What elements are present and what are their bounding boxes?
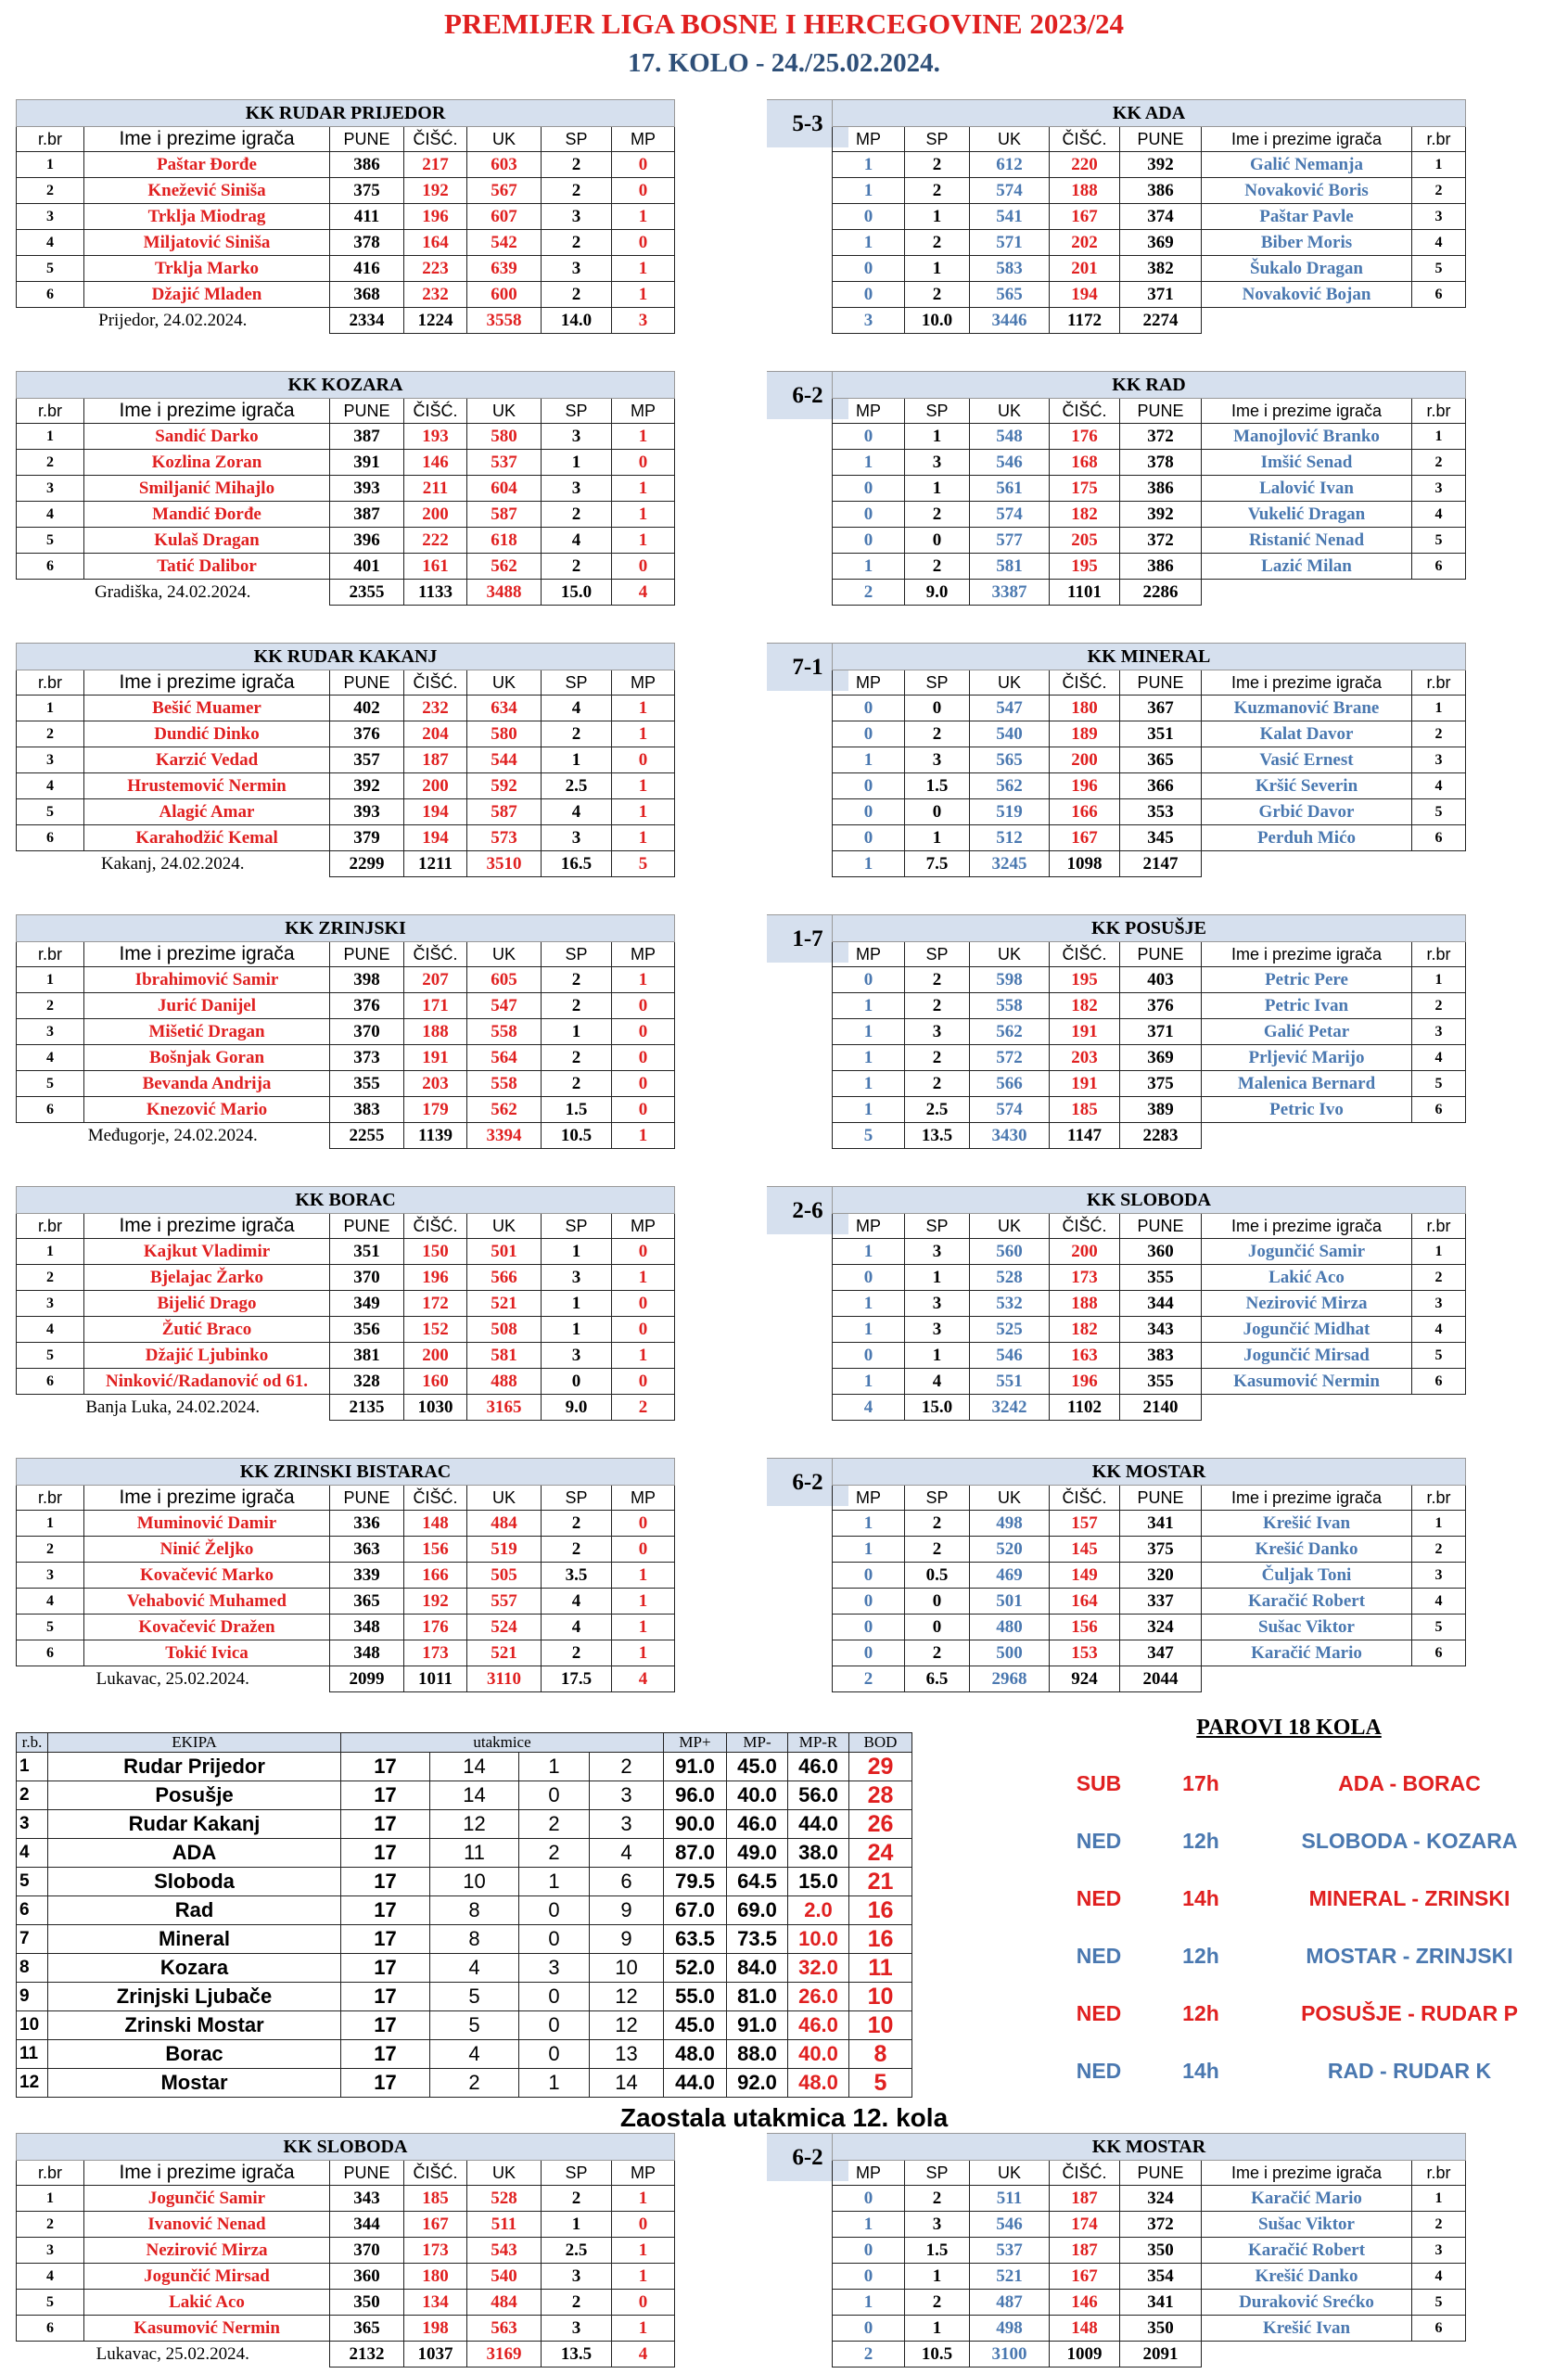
away-team-table: KK POSUŠJE MP SP UK ČIŠĆ. PUNE Ime i prezime igrača r.br 0 2 598 195 403 Petric Pere 1 1 2 558 182 376 Petric Ivan 2 1 3 562 191 371 Galić Petar 3 1 2 572 203 369 Prljević Marijo 4 1 2 566 191 375 Malenica Bernard 5 1 2.5 574 185 389 Petric Ivo 6 5 13.5 3430 1147 2283 — [832, 914, 1466, 1149]
table-row: 2 Posušje 17 14 0 3 96.0 40.0 56.0 28 — [17, 1781, 912, 1810]
pair-item: NED 12h POSUŠJE - RUDAR P — [1076, 2001, 1518, 2025]
table-row: 0 0 519 166 353 Grbić Davor 5 — [833, 799, 1466, 825]
table-row: 0 1 548 176 372 Manojlović Branko 1 — [833, 424, 1466, 450]
table-row: 2 Dundić Dinko 376 204 580 2 1 — [17, 721, 675, 747]
table-row: 5 Alagić Amar 393 194 587 4 1 — [17, 799, 675, 825]
table-row: 7 Mineral 17 8 0 9 63.5 73.5 10.0 16 — [17, 1925, 912, 1954]
table-row: 5 Bevanda Andrija 355 203 558 2 0 — [17, 1071, 675, 1097]
table-row: 5 Kovačević Dražen 348 176 524 4 1 — [17, 1615, 675, 1640]
table-row: 1 2 498 157 341 Krešić Ivan 1 — [833, 1511, 1466, 1537]
away-team-table: KK MOSTAR MP SP UK ČIŠĆ. PUNE Ime i prezime igrača r.br 0 2 511 187 324 Karačić Mario 1 1 3 546 174 372 Sušac Viktor 2 0 1.5 537 187 350 Karačić Robert 3 0 1 521 167 354 Krešić Danko 4 1 2 487 146 341 Duraković Srećko 5 0 1 498 148 350 Krešić Ivan 6 2 10.5 3100 1009 2091 — [832, 2133, 1466, 2368]
table-row: 10 Zrinski Mostar 17 5 0 12 45.0 91.0 46.0 10 — [17, 2011, 912, 2040]
pair-item: SUB 17h ADA - BORAC — [1076, 1771, 1481, 1795]
home-team-name: KK SLOBODA — [17, 2134, 675, 2161]
away-team-name: KK ADA — [833, 100, 1466, 127]
table-row: 0 2 540 189 351 Kalat Davor 2 — [833, 721, 1466, 747]
pair-item: NED 14h RAD - RUDAR K — [1076, 2059, 1492, 2083]
home-team-table: KK ZRINJSKI r.br Ime i prezime igrača PUNE ČIŠĆ. UK SP MP 1 Ibrahimović Samir 398 207 605 2 1 2 Jurić Danijel 376 171 547 2 0 3 Mišetić Dragan 370 188 558 1 0 4 Bošnjak Goran 373 191 564 2 0 5 Bevanda Andrija 355 203 558 2 0 6 Knezović Mario 383 179 562 1.5 0 Međugorje, 24.02.2024. 2255 1139 3394 10.5 1 — [16, 914, 675, 1149]
table-row: 6 Kasumović Nermin 365 198 563 3 1 — [17, 2316, 675, 2342]
away-team-name: KK MOSTAR — [833, 2134, 1466, 2161]
table-row: 0 1 561 175 386 Lalović Ivan 3 — [833, 476, 1466, 502]
match-score: 7-1 — [767, 643, 848, 691]
match-block — [16, 643, 1558, 882]
home-team-table: KK RUDAR KAKANJ r.br Ime i prezime igrača PUNE ČIŠĆ. UK SP MP 1 Bešić Muamer 402 232 634 4 1 2 Dundić Dinko 376 204 580 2 1 3 Karzić Vedad 357 187 544 1 0 4 Hrustemović Nermin 392 200 592 2.5 1 5 Alagić Amar 393 194 587 4 1 6 Karahodžić Kemal 379 194 573 3 1 Kakanj, 24.02.2024. 2299 1211 3510 16.5 5 — [16, 643, 675, 877]
table-row: 5 Džajić Ljubinko 381 200 581 3 1 — [17, 1343, 675, 1369]
home-team-name: KK ZRINSKI BISTARAC — [17, 1459, 675, 1486]
table-row: 0 1.5 562 196 366 Kršić Severin 4 — [833, 773, 1466, 799]
table-row: 4 Vehabović Muhamed 365 192 557 4 1 — [17, 1589, 675, 1615]
pair-item: NED 12h SLOBODA - KOZARA — [1076, 1829, 1518, 1853]
match-score: 6-2 — [767, 371, 848, 419]
table-row: 5 Trklja Marko 416 223 639 3 1 — [17, 256, 675, 282]
standings-table: r.b. EKIPA utakmice MP+ MP- MP-R BOD 1 Rudar Prijedor 17 14 1 2 91.0 45.0 46.0 29 2 Posušje 17 14 0 3 96.0 40.0 56.0 28 3 Rudar Kakanj 17 12 2 3 90.0 46.0 44.0 26 4 ADA 17 11 2 4 87.0 49.0 38.0 24 5 Sloboda 17 10 1 6 79.5 64.5 15.0 21 6 Rad 17 8 0 9 67.0 69.0 2.0 16 7 Mineral 17 8 0 9 63.5 73.5 10.0 16 8 Kozara 17 4 3 10 52.0 84.0 32.0 11 9 Zrinjski Ljubače 17 5 0 12 55.0 81.0 26.0 10 10 Zrinski Mostar 17 5 0 12 45.0 91.0 46.0 10 11 Borac 17 4 0 13 48.0 88.0 40.0 8 12 Mostar 17 2 1 14 44.0 92.0 48.0 5 — [16, 1732, 912, 2098]
table-row: 0 1 583 201 382 Šukalo Dragan 5 — [833, 256, 1466, 282]
table-row: 9 Zrinjski Ljubače 17 5 0 12 55.0 81.0 26.0 10 — [17, 1983, 912, 2011]
table-row: 4 Jogunčić Mirsad 360 180 540 3 1 — [17, 2264, 675, 2290]
match-block — [16, 1458, 1558, 1697]
match-score: 5-3 — [767, 99, 848, 147]
table-row: 2 Jurić Danijel 376 171 547 2 0 — [17, 993, 675, 1019]
home-team-table: KK RUDAR PRIJEDOR r.br Ime i prezime igrača PUNE ČIŠĆ. UK SP MP 1 Paštar Đorđe 386 217 603 2 0 2 Knežević Siniša 375 192 567 2 0 3 Trklja Miodrag 411 196 607 3 1 4 Miljatović Siniša 378 164 542 2 0 5 Trklja Marko 416 223 639 3 1 6 Džajić Mladen 368 232 600 2 1 Prijedor, 24.02.2024. 2334 1224 3558 14.0 3 — [16, 99, 675, 334]
table-row: 6 Karahodžić Kemal 379 194 573 3 1 — [17, 825, 675, 851]
match-score: 2-6 — [767, 1186, 848, 1234]
away-team-name: KK MOSTAR — [833, 1459, 1466, 1486]
table-row: 0 1.5 537 187 350 Karačić Robert 3 — [833, 2238, 1466, 2264]
table-row: 1 2.5 574 185 389 Petric Ivo 6 — [833, 1097, 1466, 1123]
table-row: 5 Sloboda 17 10 1 6 79.5 64.5 15.0 21 — [17, 1868, 912, 1896]
table-row: 0 1 541 167 374 Paštar Pavle 3 — [833, 204, 1466, 230]
away-team-table: KK MOSTAR MP SP UK ČIŠĆ. PUNE Ime i prezime igrača r.br 1 2 498 157 341 Krešić Ivan 1 1 2 520 145 375 Krešić Danko 2 0 0.5 469 149 320 Čuljak Toni 3 0 0 501 164 337 Karačić Robert 4 0 0 480 156 324 Sušac Viktor 5 0 2 500 153 347 Karačić Mario 6 2 6.5 2968 924 2044 — [832, 1458, 1466, 1692]
table-row: 3 Mišetić Dragan 370 188 558 1 0 — [17, 1019, 675, 1045]
pair-item: NED 14h MINERAL - ZRINSKI — [1076, 1886, 1511, 1910]
table-row: 0 1 498 148 350 Krešić Ivan 6 — [833, 2316, 1466, 2342]
table-row: 0 0 577 205 372 Ristanić Nenad 5 — [833, 528, 1466, 554]
away-team-name: KK RAD — [833, 372, 1466, 399]
table-row: 1 Kajkut Vladimir 351 150 501 1 0 — [17, 1239, 675, 1265]
table-row: 1 Bešić Muamer 402 232 634 4 1 — [17, 696, 675, 721]
table-row: 12 Mostar 17 2 1 14 44.0 92.0 48.0 5 — [17, 2069, 912, 2098]
home-team-name: KK KOZARA — [17, 372, 675, 399]
match-place: Međugorje, 24.02.2024. — [87, 1125, 258, 1145]
table-row: 3 Bijelić Drago 349 172 521 1 0 — [17, 1291, 675, 1317]
table-row: 4 Mandić Đorđe 387 200 587 2 1 — [17, 502, 675, 528]
table-row: 1 3 562 191 371 Galić Petar 3 — [833, 1019, 1466, 1045]
table-row: 6 Knezović Mario 383 179 562 1.5 0 — [17, 1097, 675, 1123]
table-row: 0 2 511 187 324 Karačić Mario 1 — [833, 2186, 1466, 2212]
table-row: 1 Paštar Đorđe 386 217 603 2 0 — [17, 152, 675, 178]
away-team-table: KK ADA MP SP UK ČIŠĆ. PUNE Ime i prezime igrača r.br 1 2 612 220 392 Galić Nemanja 1 1 2 574 188 386 Novaković Boris 2 0 1 541 167 374 Paštar Pavle 3 1 2 571 202 369 Biber Moris 4 0 1 583 201 382 Šukalo Dragan 5 0 2 565 194 371 Novaković Bojan 6 3 10.0 3446 1172 2274 — [832, 99, 1466, 334]
table-row: 2 Kozlina Zoran 391 146 537 1 0 — [17, 450, 675, 476]
table-row: 1 4 551 196 355 Kasumović Nermin 6 — [833, 1369, 1466, 1395]
table-row: 1 Rudar Prijedor 17 14 1 2 91.0 45.0 46.0 29 — [17, 1753, 912, 1781]
table-row: 6 Tatić Dalibor 401 161 562 2 0 — [17, 554, 675, 580]
away-team-name: KK MINERAL — [833, 644, 1466, 670]
pair-item: NED 12h MOSTAR - ZRINJSKI — [1076, 1944, 1513, 1968]
table-row: 0 2 565 194 371 Novaković Bojan 6 — [833, 282, 1466, 308]
table-row: 4 ADA 17 11 2 4 87.0 49.0 38.0 24 — [17, 1839, 912, 1868]
match-block — [16, 371, 1558, 610]
match-block — [16, 1186, 1558, 1425]
match-place: Banja Luka, 24.02.2024. — [85, 1397, 261, 1417]
table-row: 1 Jogunčić Samir 343 185 528 2 1 — [17, 2186, 675, 2212]
table-row: 6 Džajić Mladen 368 232 600 2 1 — [17, 282, 675, 308]
match-place: Lukavac, 25.02.2024. — [96, 2343, 249, 2364]
home-team-name: KK RUDAR KAKANJ — [17, 644, 675, 670]
home-team-table: KK SLOBODA r.br Ime i prezime igrača PUNE ČIŠĆ. UK SP MP 1 Jogunčić Samir 343 185 528 2 1 2 Ivanović Nenad 344 167 511 1 0 3 Nezirović Mirza 370 173 543 2.5 1 4 Jogunčić Mirsad 360 180 540 3 1 5 Lakić Aco 350 134 484 2 0 6 Kasumović Nermin 365 198 563 3 1 Lukavac, 25.02.2024. 2132 1037 3169 13.5 4 — [16, 2133, 675, 2368]
away-team-name: KK SLOBODA — [833, 1187, 1466, 1214]
match-place: Prijedor, 24.02.2024. — [98, 310, 248, 330]
away-team-table: KK RAD MP SP UK ČIŠĆ. PUNE Ime i prezime igrača r.br 0 1 548 176 372 Manojlović Branko 1 1 3 546 168 378 Imšić Senad 2 0 1 561 175 386 Lalović Ivan 3 0 2 574 182 392 Vukelić Dragan 4 0 0 577 205 372 Ristanić Nenad 5 1 2 581 195 386 Lazić Milan 6 2 9.0 3387 1101 2286 — [832, 371, 1466, 606]
table-row: 2 Ninić Željko 363 156 519 2 0 — [17, 1537, 675, 1563]
table-row: 1 Sandić Darko 387 193 580 3 1 — [17, 424, 675, 450]
table-row: 1 3 525 182 343 Jogunčić Midhat 4 — [833, 1317, 1466, 1343]
table-row: 4 Hrustemović Nermin 392 200 592 2.5 1 — [17, 773, 675, 799]
match-place: Lukavac, 25.02.2024. — [96, 1668, 249, 1689]
match-place: Kakanj, 24.02.2024. — [100, 853, 245, 874]
table-row: 0 0.5 469 149 320 Čuljak Toni 3 — [833, 1563, 1466, 1589]
home-team-name: KK BORAC — [17, 1187, 675, 1214]
table-row: 4 Miljatović Siniša 378 164 542 2 0 — [17, 230, 675, 256]
table-row: 3 Nezirović Mirza 370 173 543 2.5 1 — [17, 2238, 675, 2264]
table-row: 0 1 546 163 383 Jogunčić Mirsad 5 — [833, 1343, 1466, 1369]
table-row: 3 Smiljanić Mihajlo 393 211 604 3 1 — [17, 476, 675, 502]
home-team-table: KK KOZARA r.br Ime i prezime igrača PUNE ČIŠĆ. UK SP MP 1 Sandić Darko 387 193 580 3 1 2 Kozlina Zoran 391 146 537 1 0 3 Smiljanić Mihajlo 393 211 604 3 1 4 Mandić Đorđe 387 200 587 2 1 5 Kulaš Dragan 396 222 618 4 1 6 Tatić Dalibor 401 161 562 2 0 Gradiška, 24.02.2024. 2355 1133 3488 15.0 4 — [16, 371, 675, 606]
table-row: 0 0 501 164 337 Karačić Robert 4 — [833, 1589, 1466, 1615]
table-row: 1 3 560 200 360 Jogunčić Samir 1 — [833, 1239, 1466, 1265]
table-row: 4 Bošnjak Goran 373 191 564 2 0 — [17, 1045, 675, 1071]
table-row: 11 Borac 17 4 0 13 48.0 88.0 40.0 8 — [17, 2040, 912, 2069]
pairs-title: PAROVI 18 KOLA — [1196, 1716, 1382, 1740]
table-row: 1 2 572 203 369 Prljević Marijo 4 — [833, 1045, 1466, 1071]
table-row: 0 2 500 153 347 Karačić Mario 6 — [833, 1640, 1466, 1666]
table-row: 2 Ivanović Nenad 344 167 511 1 0 — [17, 2212, 675, 2238]
table-row: 1 2 566 191 375 Malenica Bernard 5 — [833, 1071, 1466, 1097]
table-row: 6 Tokić Ivica 348 173 521 2 1 — [17, 1640, 675, 1666]
match-block — [16, 99, 1558, 338]
match-block — [16, 914, 1558, 1154]
table-row: 1 2 571 202 369 Biber Moris 4 — [833, 230, 1466, 256]
table-row: 3 Kovačević Marko 339 166 505 3.5 1 — [17, 1563, 675, 1589]
home-team-name: KK ZRINJSKI — [17, 915, 675, 942]
table-row: 1 2 581 195 386 Lazić Milan 6 — [833, 554, 1466, 580]
table-row: 3 Trklja Miodrag 411 196 607 3 1 — [17, 204, 675, 230]
table-row: 1 2 520 145 375 Krešić Danko 2 — [833, 1537, 1466, 1563]
home-team-name: KK RUDAR PRIJEDOR — [17, 100, 675, 127]
table-row: 5 Lakić Aco 350 134 484 2 0 — [17, 2290, 675, 2316]
table-row: 0 0 547 180 367 Kuzmanović Brane 1 — [833, 696, 1466, 721]
table-row: 0 2 598 195 403 Petric Pere 1 — [833, 967, 1466, 993]
table-row: 1 2 558 182 376 Petric Ivan 2 — [833, 993, 1466, 1019]
table-row: 5 Kulaš Dragan 396 222 618 4 1 — [17, 528, 675, 554]
table-row: 0 2 574 182 392 Vukelić Dragan 4 — [833, 502, 1466, 528]
table-row: 6 Rad 17 8 0 9 67.0 69.0 2.0 16 — [17, 1896, 912, 1925]
home-team-table: KK BORAC r.br Ime i prezime igrača PUNE ČIŠĆ. UK SP MP 1 Kajkut Vladimir 351 150 501 1 0 2 Bjelajac Žarko 370 196 566 3 1 3 Bijelić Drago 349 172 521 1 0 4 Žutić Braco 356 152 508 1 0 5 Džajić Ljubinko 381 200 581 3 1 6 Ninković/Radanović od 61. 328 160 488 0 0 Banja Luka, 24.02.2024. 2135 1030 3165 9.0 2 — [16, 1186, 675, 1421]
away-team-table: KK SLOBODA MP SP UK ČIŠĆ. PUNE Ime i prezime igrača r.br 1 3 560 200 360 Jogunčić Samir 1 0 1 528 173 355 Lakić Aco 2 1 3 532 188 344 Nezirović Mirza 3 1 3 525 182 343 Jogunčić Midhat 4 0 1 546 163 383 Jogunčić Mirsad 5 1 4 551 196 355 Kasumović Nermin 6 4 15.0 3242 1102 2140 — [832, 1186, 1466, 1421]
table-row: 1 3 546 174 372 Sušac Viktor 2 — [833, 2212, 1466, 2238]
table-row: 1 3 546 168 378 Imšić Senad 2 — [833, 450, 1466, 476]
table-row: 2 Knežević Siniša 375 192 567 2 0 — [17, 178, 675, 204]
table-row: 1 3 565 200 365 Vasić Ernest 3 — [833, 747, 1466, 773]
match-score: 6-2 — [767, 2133, 848, 2181]
page-title: PREMIJER LIGA BOSNE I HERCEGOVINE 2023/24 — [444, 7, 1124, 40]
away-team-name: KK POSUŠJE — [833, 915, 1466, 942]
table-row: 0 1 512 167 345 Perduh Mićo 6 — [833, 825, 1466, 851]
table-row: 0 0 480 156 324 Sušac Viktor 5 — [833, 1615, 1466, 1640]
table-row: 3 Karzić Vedad 357 187 544 1 0 — [17, 747, 675, 773]
table-row: 0 1 521 167 354 Krešić Danko 4 — [833, 2264, 1466, 2290]
table-row: 6 Ninković/Radanović od 61. 328 160 488 0 0 — [17, 1369, 675, 1395]
table-row: 1 3 532 188 344 Nezirović Mirza 3 — [833, 1291, 1466, 1317]
late-match-title: Zaostala utakmica 12. kola — [619, 2103, 949, 2132]
table-row: 1 Muminović Damir 336 148 484 2 0 — [17, 1511, 675, 1537]
match-block — [16, 2133, 1558, 2372]
table-row: 4 Žutić Braco 356 152 508 1 0 — [17, 1317, 675, 1343]
table-row: 3 Rudar Kakanj 17 12 2 3 90.0 46.0 44.0 26 — [17, 1810, 912, 1839]
table-row: 8 Kozara 17 4 3 10 52.0 84.0 32.0 11 — [17, 1954, 912, 1983]
table-row: 1 2 574 188 386 Novaković Boris 2 — [833, 178, 1466, 204]
match-place: Gradiška, 24.02.2024. — [95, 581, 251, 602]
table-row: 1 Ibrahimović Samir 398 207 605 2 1 — [17, 967, 675, 993]
table-row: 0 1 528 173 355 Lakić Aco 2 — [833, 1265, 1466, 1291]
table-row: 2 Bjelajac Žarko 370 196 566 3 1 — [17, 1265, 675, 1291]
away-team-table: KK MINERAL MP SP UK ČIŠĆ. PUNE Ime i prezime igrača r.br 0 0 547 180 367 Kuzmanović Brane 1 0 2 540 189 351 Kalat Davor 2 1 3 565 200 365 Vasić Ernest 3 0 1.5 562 196 366 Kršić Severin 4 0 0 519 166 353 Grbić Davor 5 0 1 512 167 345 Perduh Mićo 6 1 7.5 3245 1098 2147 — [832, 643, 1466, 877]
match-score: 1-7 — [767, 914, 848, 963]
home-team-table: KK ZRINSKI BISTARAC r.br Ime i prezime igrača PUNE ČIŠĆ. UK SP MP 1 Muminović Damir 336 148 484 2 0 2 Ninić Željko 363 156 519 2 0 3 Kovačević Marko 339 166 505 3.5 1 4 Vehabović Muhamed 365 192 557 4 1 5 Kovačević Dražen 348 176 524 4 1 6 Tokić Ivica 348 173 521 2 1 Lukavac, 25.02.2024. 2099 1011 3110 17.5 4 — [16, 1458, 675, 1692]
table-row: 1 2 487 146 341 Duraković Srećko 5 — [833, 2290, 1466, 2316]
page-subtitle: 17. KOLO - 24./25.02.2024. — [628, 48, 940, 78]
match-score: 6-2 — [767, 1458, 848, 1506]
table-row: 1 2 612 220 392 Galić Nemanja 1 — [833, 152, 1466, 178]
